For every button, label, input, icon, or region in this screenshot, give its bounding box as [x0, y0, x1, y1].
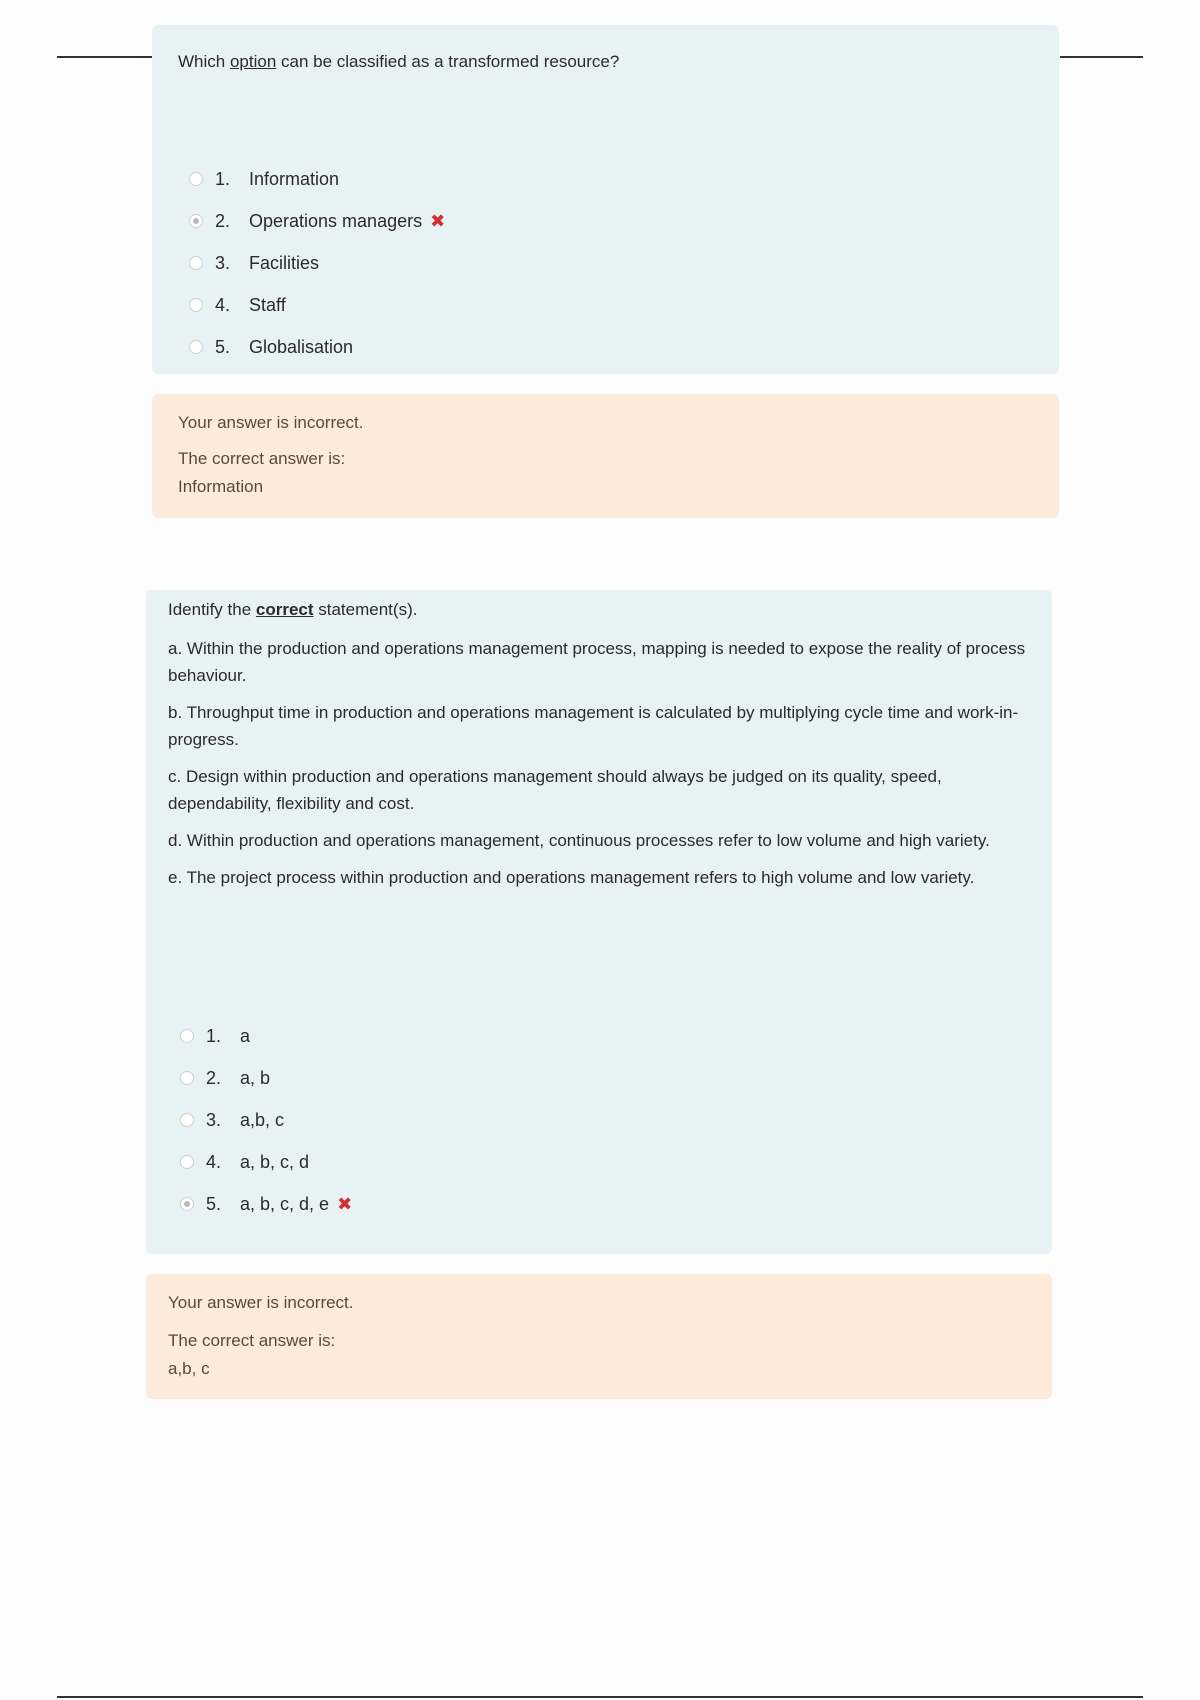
radio-button[interactable] [189, 340, 203, 354]
top-rule-right [1060, 56, 1143, 58]
option-2[interactable]: 2. Operations managers ✖ [189, 200, 445, 242]
statement-d: d. Within production and operations management, continuous processes refer to low volume and high variety. [168, 831, 990, 850]
option-3[interactable]: 3. Facilities [189, 242, 445, 284]
radio-button[interactable] [180, 1155, 194, 1169]
feedback-correct-label: The correct answer is: [178, 449, 346, 468]
statement-c: c. Design within production and operations management should always be judged on its quality, speed, dependability, flexibility and cost. [168, 767, 942, 813]
radio-button[interactable] [189, 256, 203, 270]
question-2-options [180, 1015, 352, 1225]
feedback-correct-answer: Information [178, 477, 264, 496]
radio-button[interactable] [180, 1071, 194, 1085]
option-label: a, b, c, d [240, 1151, 310, 1172]
statement-a: a. Within the production and operations management process, mapping is needed to expose the reality of process behaviour. [168, 639, 1026, 685]
statements-list [168, 635, 1028, 901]
option-label: a, b [240, 1067, 271, 1088]
option-5[interactable]: 5. Globalisation [189, 326, 445, 368]
option-label: a, b, c, d, e [240, 1193, 330, 1214]
radio-button[interactable] [189, 172, 203, 186]
bottom-rule [57, 1696, 1143, 1698]
question-1-feedback [152, 394, 1059, 518]
option-3[interactable]: 3. a,b, c [180, 1099, 352, 1141]
option-label: Globalisation [249, 336, 354, 357]
question-2-card [146, 590, 1052, 1254]
radio-button-selected[interactable] [180, 1197, 194, 1211]
statement-b: b. Throughput time in production and operations management is calculated by multiplying cycle time and work-in-progress. [168, 703, 1019, 749]
option-label: Information [249, 168, 340, 189]
option-4[interactable]: 4. a, b, c, d [180, 1141, 352, 1183]
statement-e: e. The project process within production and operations management refers to high volume and low variety. [168, 868, 975, 887]
option-label: Operations managers [249, 210, 423, 231]
radio-button[interactable] [180, 1029, 194, 1043]
option-5[interactable]: 5. a, b, c, d, e ✖ [180, 1183, 352, 1225]
feedback-status: Your answer is incorrect. [178, 413, 364, 432]
radio-button[interactable] [180, 1113, 194, 1127]
question-2-feedback [146, 1274, 1052, 1399]
option-label: a,b, c [240, 1109, 285, 1130]
top-rule-left [57, 56, 152, 58]
incorrect-icon: ✖ [430, 210, 446, 231]
option-1[interactable]: 1. a [180, 1015, 352, 1057]
option-label: Staff [249, 294, 286, 315]
option-2[interactable]: 2. a, b [180, 1057, 352, 1099]
question-2-prompt: Identify the correct statement(s). [168, 600, 418, 619]
question-1-options [189, 158, 445, 368]
option-4[interactable]: 4. Staff [189, 284, 445, 326]
feedback-correct-label: The correct answer is: [168, 1331, 336, 1350]
option-1[interactable]: 1. Information [189, 158, 445, 200]
option-label: Facilities [249, 252, 320, 273]
radio-button[interactable] [189, 298, 203, 312]
option-label: a [240, 1025, 251, 1046]
feedback-status: Your answer is incorrect. [168, 1293, 354, 1312]
question-1-card [152, 25, 1059, 374]
feedback-correct-answer: a,b, c [168, 1359, 210, 1378]
incorrect-icon: ✖ [337, 1193, 353, 1214]
radio-button-selected[interactable] [189, 214, 203, 228]
question-1-prompt: Which option can be classified as a transformed resource? [178, 52, 620, 71]
